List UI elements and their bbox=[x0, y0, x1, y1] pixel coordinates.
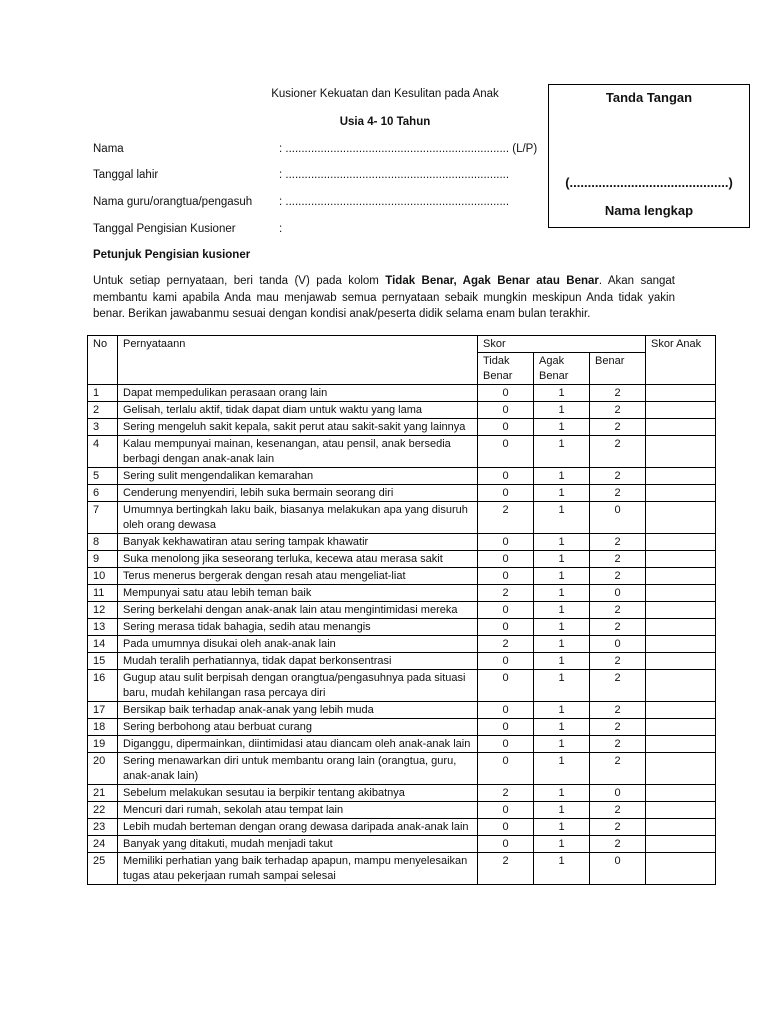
field-name bbox=[93, 143, 538, 159]
row-number: 18 bbox=[88, 719, 118, 736]
child-score-cell[interactable] bbox=[646, 736, 716, 753]
score-true: 2 bbox=[590, 670, 646, 702]
row-statement: Mudah teralih perhatiannya, tidak dapat berkonsentrasi bbox=[118, 653, 478, 670]
child-score-cell[interactable] bbox=[646, 719, 716, 736]
score-somewhat-true: 1 bbox=[534, 419, 590, 436]
field-value: : ...................................................................... (L/P) bbox=[279, 143, 538, 155]
field-value: : ...................................................................... bbox=[279, 196, 510, 208]
score-true: 2 bbox=[590, 619, 646, 636]
score-somewhat-true: 1 bbox=[534, 436, 590, 468]
row-number: 5 bbox=[88, 468, 118, 485]
child-score-cell[interactable] bbox=[646, 702, 716, 719]
field-value: : ...................................................................... bbox=[279, 169, 510, 181]
row-number: 15 bbox=[88, 653, 118, 670]
score-true: 2 bbox=[590, 436, 646, 468]
score-not-true: 0 bbox=[478, 485, 534, 502]
table-row bbox=[88, 753, 716, 785]
score-not-true: 0 bbox=[478, 819, 534, 836]
score-somewhat-true: 1 bbox=[534, 468, 590, 485]
table-row bbox=[88, 485, 716, 502]
score-somewhat-true: 1 bbox=[534, 736, 590, 753]
header-score: Skor bbox=[478, 336, 646, 353]
table-row bbox=[88, 468, 716, 485]
score-true: 2 bbox=[590, 736, 646, 753]
row-statement: Cenderung menyendiri, lebih suka bermain seorang diri bbox=[118, 485, 478, 502]
score-not-true: 0 bbox=[478, 670, 534, 702]
score-true: 0 bbox=[590, 502, 646, 534]
score-not-true: 2 bbox=[478, 585, 534, 602]
score-not-true: 2 bbox=[478, 853, 534, 885]
row-number: 24 bbox=[88, 836, 118, 853]
score-true: 2 bbox=[590, 702, 646, 719]
row-number: 13 bbox=[88, 619, 118, 636]
score-not-true: 0 bbox=[478, 436, 534, 468]
header-true: Benar bbox=[590, 353, 646, 385]
row-statement: Mencuri dari rumah, sekolah atau tempat lain bbox=[118, 802, 478, 819]
signature-caption: Nama lengkap bbox=[604, 203, 694, 218]
score-somewhat-true: 1 bbox=[534, 636, 590, 653]
table-row bbox=[88, 785, 716, 802]
score-not-true: 0 bbox=[478, 736, 534, 753]
child-score-cell[interactable] bbox=[646, 670, 716, 702]
score-true: 2 bbox=[590, 653, 646, 670]
row-statement: Suka menolong jika seseorang terluka, kecewa atau merasa sakit bbox=[118, 551, 478, 568]
table-row bbox=[88, 653, 716, 670]
row-statement: Memiliki perhatian yang baik terhadap apapun, mampu menyelesaikan tugas atau pekerjaan rumah sampai selesai bbox=[118, 853, 478, 885]
row-number: 23 bbox=[88, 819, 118, 836]
score-true: 2 bbox=[590, 485, 646, 502]
field-label: Tanggal Pengisian Kusioner bbox=[93, 223, 236, 235]
row-statement: Lebih mudah berteman dengan orang dewasa daripada anak-anak lain bbox=[118, 819, 478, 836]
questionnaire-table bbox=[87, 335, 716, 885]
score-true: 2 bbox=[590, 568, 646, 585]
score-somewhat-true: 1 bbox=[534, 385, 590, 402]
child-score-cell[interactable] bbox=[646, 853, 716, 885]
score-not-true: 0 bbox=[478, 653, 534, 670]
row-statement: Pada umumnya disukai oleh anak-anak lain bbox=[118, 636, 478, 653]
table-row bbox=[88, 702, 716, 719]
child-score-cell[interactable] bbox=[646, 468, 716, 485]
score-not-true: 0 bbox=[478, 702, 534, 719]
child-score-cell[interactable] bbox=[646, 568, 716, 585]
row-statement: Diganggu, dipermainkan, diintimidasi atau diancam oleh anak-anak lain bbox=[118, 736, 478, 753]
score-true: 2 bbox=[590, 419, 646, 436]
score-not-true: 0 bbox=[478, 551, 534, 568]
table-row bbox=[88, 802, 716, 819]
score-somewhat-true: 1 bbox=[534, 670, 590, 702]
child-score-cell[interactable] bbox=[646, 385, 716, 402]
score-not-true: 0 bbox=[478, 836, 534, 853]
row-statement: Sering berkelahi dengan anak-anak lain atau mengintimidasi mereka bbox=[118, 602, 478, 619]
table-row bbox=[88, 670, 716, 702]
field-label: Nama guru/orangtua/pengasuh bbox=[93, 196, 253, 208]
row-statement: Sebelum melakukan sesutau ia berpikir tentang akibatnya bbox=[118, 785, 478, 802]
score-somewhat-true: 1 bbox=[534, 485, 590, 502]
table-row bbox=[88, 502, 716, 534]
field-guardian bbox=[93, 196, 533, 212]
table-row bbox=[88, 568, 716, 585]
table-row bbox=[88, 736, 716, 753]
row-statement: Sering berbohong atau berbuat curang bbox=[118, 719, 478, 736]
instructions-text-2: . Akan sangat membantu kami apabila Anda mau menjawab semua pernyataan sebaik mungkin meskipun Anda tidak yakin benar. Berikan jawabanmu sesuai dengan kondisi anak/peserta didik selama enam bulan terakhir. bbox=[93, 275, 675, 320]
row-number: 7 bbox=[88, 502, 118, 534]
row-number: 16 bbox=[88, 670, 118, 702]
row-statement: Banyak kekhawatiran atau sering tampak khawatir bbox=[118, 534, 478, 551]
table-row bbox=[88, 602, 716, 619]
document-subtitle: Usia 4- 10 Tahun bbox=[339, 116, 431, 128]
row-statement: Gugup atau sulit berpisah dengan orangtua/pengasuhnya pada situasi baru, mudah kehilangan rasa percaya diri bbox=[118, 670, 478, 702]
score-not-true: 0 bbox=[478, 753, 534, 785]
child-score-cell[interactable] bbox=[646, 502, 716, 534]
score-not-true: 0 bbox=[478, 719, 534, 736]
score-somewhat-true: 1 bbox=[534, 568, 590, 585]
signature-line: (............................................) bbox=[565, 175, 733, 190]
child-score-cell[interactable] bbox=[646, 785, 716, 802]
score-not-true: 0 bbox=[478, 534, 534, 551]
row-statement: Gelisah, terlalu aktif, tidak dapat diam untuk waktu yang lama bbox=[118, 402, 478, 419]
child-score-cell[interactable] bbox=[646, 534, 716, 551]
row-number: 19 bbox=[88, 736, 118, 753]
child-score-cell[interactable] bbox=[646, 753, 716, 785]
score-true: 2 bbox=[590, 719, 646, 736]
score-true: 2 bbox=[590, 468, 646, 485]
table-row bbox=[88, 836, 716, 853]
table-row bbox=[88, 585, 716, 602]
table-header-row bbox=[88, 336, 716, 353]
child-score-cell[interactable] bbox=[646, 653, 716, 670]
child-score-cell[interactable] bbox=[646, 585, 716, 602]
score-not-true: 0 bbox=[478, 619, 534, 636]
score-true: 0 bbox=[590, 585, 646, 602]
score-not-true: 0 bbox=[478, 468, 534, 485]
table-row bbox=[88, 719, 716, 736]
score-somewhat-true: 1 bbox=[534, 502, 590, 534]
score-somewhat-true: 1 bbox=[534, 802, 590, 819]
score-true: 2 bbox=[590, 402, 646, 419]
row-statement: Terus menerus bergerak dengan resah atau mengeliat-liat bbox=[118, 568, 478, 585]
child-score-cell[interactable] bbox=[646, 485, 716, 502]
score-true: 0 bbox=[590, 636, 646, 653]
score-not-true: 2 bbox=[478, 785, 534, 802]
row-number: 14 bbox=[88, 636, 118, 653]
score-true: 2 bbox=[590, 802, 646, 819]
table-row bbox=[88, 402, 716, 419]
child-score-cell[interactable] bbox=[646, 619, 716, 636]
row-statement: Banyak yang ditakuti, mudah menjadi takut bbox=[118, 836, 478, 853]
header-no: No bbox=[88, 336, 118, 385]
row-number: 20 bbox=[88, 753, 118, 785]
score-not-true: 0 bbox=[478, 802, 534, 819]
header-child-score: Skor Anak bbox=[646, 336, 716, 385]
field-birthdate bbox=[93, 169, 533, 185]
row-statement: Sering sulit mengendalikan kemarahan bbox=[118, 468, 478, 485]
score-true: 0 bbox=[590, 785, 646, 802]
signature-title: Tanda Tangan bbox=[605, 90, 693, 105]
score-somewhat-true: 1 bbox=[534, 602, 590, 619]
score-somewhat-true: 1 bbox=[534, 402, 590, 419]
row-statement: Umumnya bertingkah laku baik, biasanya melakukan apa yang disuruh oleh orang dewasa bbox=[118, 502, 478, 534]
score-not-true: 2 bbox=[478, 636, 534, 653]
score-somewhat-true: 1 bbox=[534, 653, 590, 670]
header-statement: Pernyataann bbox=[118, 336, 478, 385]
instructions-heading: Petunjuk Pengisian kusioner bbox=[93, 249, 251, 261]
score-true: 2 bbox=[590, 753, 646, 785]
row-number: 4 bbox=[88, 436, 118, 468]
score-somewhat-true: 1 bbox=[534, 853, 590, 885]
table-row bbox=[88, 419, 716, 436]
child-score-cell[interactable] bbox=[646, 802, 716, 819]
score-true: 2 bbox=[590, 602, 646, 619]
score-somewhat-true: 1 bbox=[534, 785, 590, 802]
score-not-true: 2 bbox=[478, 502, 534, 534]
row-number: 2 bbox=[88, 402, 118, 419]
row-number: 12 bbox=[88, 602, 118, 619]
table-row bbox=[88, 534, 716, 551]
header-somewhat-true: Agak Benar bbox=[534, 353, 590, 385]
table-row bbox=[88, 385, 716, 402]
score-somewhat-true: 1 bbox=[534, 534, 590, 551]
row-number: 1 bbox=[88, 385, 118, 402]
row-number: 10 bbox=[88, 568, 118, 585]
row-number: 21 bbox=[88, 785, 118, 802]
child-score-cell[interactable] bbox=[646, 436, 716, 468]
field-label: Nama bbox=[93, 143, 124, 155]
score-true: 2 bbox=[590, 836, 646, 853]
instructions-text-1: Untuk setiap pernyataan, beri tanda (V) pada kolom bbox=[93, 275, 386, 287]
table-row bbox=[88, 853, 716, 885]
score-true: 2 bbox=[590, 534, 646, 551]
row-statement: Sering mengeluh sakit kepala, sakit perut atau sakit-sakit yang lainnya bbox=[118, 419, 478, 436]
table-row bbox=[88, 619, 716, 636]
score-not-true: 0 bbox=[478, 419, 534, 436]
instructions-emphasis: Tidak Benar, Agak Benar atau Benar bbox=[385, 275, 599, 287]
score-true: 2 bbox=[590, 551, 646, 568]
table-row bbox=[88, 551, 716, 568]
score-somewhat-true: 1 bbox=[534, 819, 590, 836]
row-number: 6 bbox=[88, 485, 118, 502]
signature-box bbox=[548, 84, 750, 228]
child-score-cell[interactable] bbox=[646, 419, 716, 436]
child-score-cell[interactable] bbox=[646, 402, 716, 419]
field-label: Tanggal lahir bbox=[93, 169, 159, 181]
child-score-cell[interactable] bbox=[646, 551, 716, 568]
score-somewhat-true: 1 bbox=[534, 619, 590, 636]
instructions-paragraph bbox=[93, 273, 675, 323]
row-number: 8 bbox=[88, 534, 118, 551]
row-statement: Dapat mempedulikan perasaan orang lain bbox=[118, 385, 478, 402]
row-number: 22 bbox=[88, 802, 118, 819]
child-score-cell[interactable] bbox=[646, 836, 716, 853]
score-somewhat-true: 1 bbox=[534, 551, 590, 568]
row-number: 17 bbox=[88, 702, 118, 719]
score-not-true: 0 bbox=[478, 385, 534, 402]
row-statement: Mempunyai satu atau lebih teman baik bbox=[118, 585, 478, 602]
score-true: 0 bbox=[590, 853, 646, 885]
score-somewhat-true: 1 bbox=[534, 585, 590, 602]
row-number: 3 bbox=[88, 419, 118, 436]
score-true: 2 bbox=[590, 819, 646, 836]
table-row bbox=[88, 819, 716, 836]
score-somewhat-true: 1 bbox=[534, 836, 590, 853]
score-not-true: 0 bbox=[478, 602, 534, 619]
row-statement: Sering merasa tidak bahagia, sedih atau menangis bbox=[118, 619, 478, 636]
score-true: 2 bbox=[590, 385, 646, 402]
document-title: Kusioner Kekuatan dan Kesulitan pada Anak bbox=[271, 88, 499, 100]
row-statement: Kalau mempunyai mainan, kesenangan, atau pensil, anak bersedia berbagi dengan anak-anak lain bbox=[118, 436, 478, 468]
header-not-true: Tidak Benar bbox=[478, 353, 534, 385]
row-statement: Sering menawarkan diri untuk membantu orang lain (orangtua, guru, anak-anak lain) bbox=[118, 753, 478, 785]
score-somewhat-true: 1 bbox=[534, 702, 590, 719]
table-row bbox=[88, 436, 716, 468]
document-header bbox=[230, 88, 540, 128]
field-fill-date bbox=[93, 223, 533, 239]
table-row bbox=[88, 636, 716, 653]
row-statement: Bersikap baik terhadap anak-anak yang lebih muda bbox=[118, 702, 478, 719]
field-value: : bbox=[279, 223, 283, 235]
row-number: 25 bbox=[88, 853, 118, 885]
score-not-true: 0 bbox=[478, 402, 534, 419]
score-somewhat-true: 1 bbox=[534, 719, 590, 736]
child-score-cell[interactable] bbox=[646, 602, 716, 619]
score-somewhat-true: 1 bbox=[534, 753, 590, 785]
row-number: 11 bbox=[88, 585, 118, 602]
row-number: 9 bbox=[88, 551, 118, 568]
child-score-cell[interactable] bbox=[646, 819, 716, 836]
child-score-cell[interactable] bbox=[646, 636, 716, 653]
score-not-true: 0 bbox=[478, 568, 534, 585]
